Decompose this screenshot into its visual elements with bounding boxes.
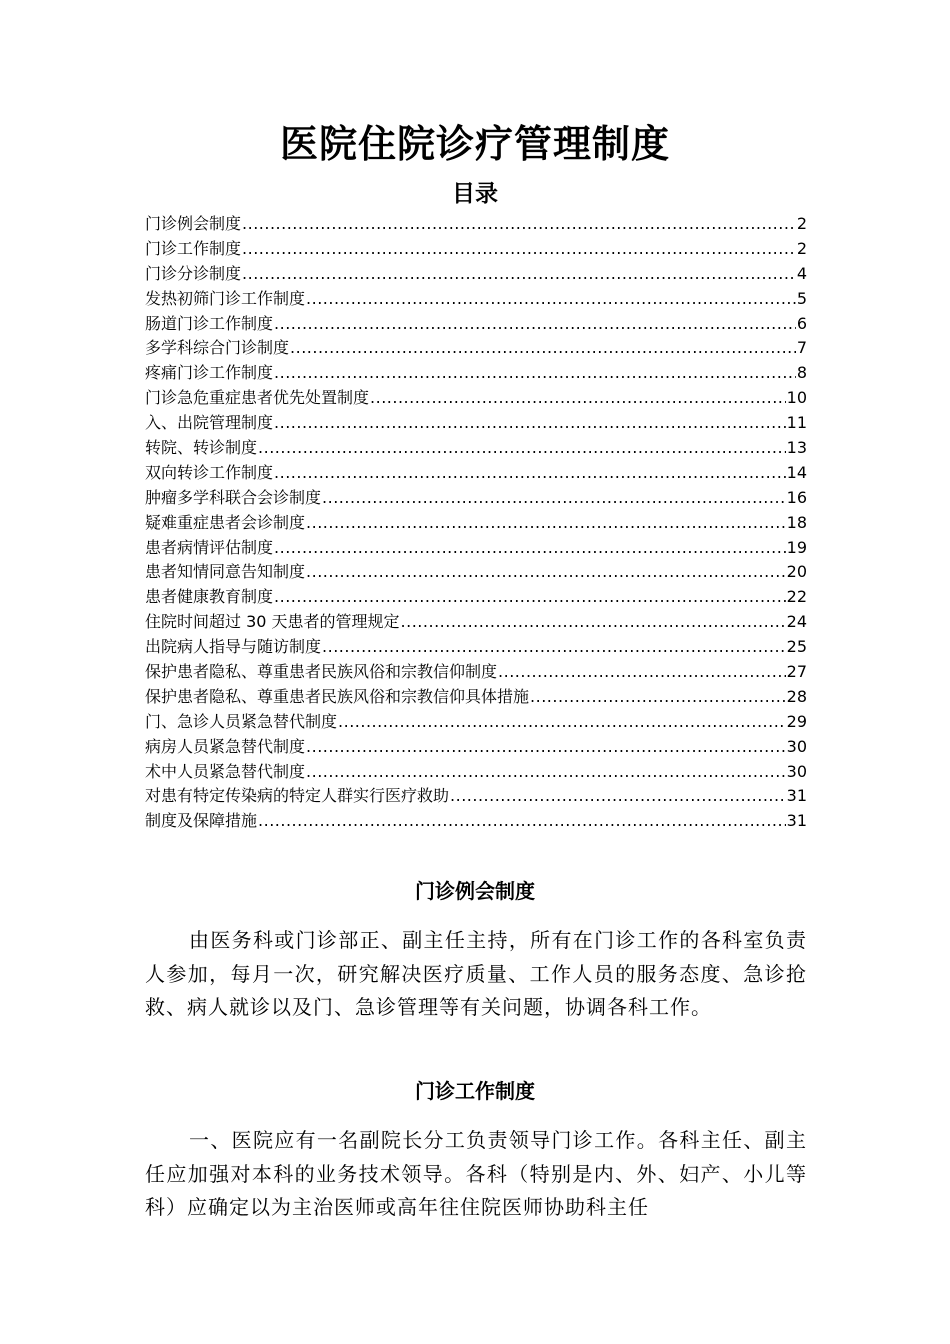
section-paragraph: 由医务科或门诊部正、副主任主持，所有在门诊工作的各科室负责人参加，每月一次，研究解决医疗质量、工作人员的服务态度、急诊抢救、病人就诊以及门、急诊管理等有关问题，协调各科工作。 [145, 928, 807, 1019]
toc-entry-page: 22 [786, 587, 807, 607]
toc-entry-label: 患者健康教育制度 [145, 587, 274, 607]
toc-entry-page: 7 [796, 338, 807, 358]
toc-entry-page: 2 [796, 238, 807, 258]
toc-entry[interactable] [145, 461, 807, 486]
toc-entry-label: 肿瘤多学科联合会诊制度 [145, 487, 322, 507]
toc-entry[interactable] [145, 635, 807, 660]
toc-dot-leader [370, 386, 786, 411]
toc-entry-label: 制度及保障措施 [145, 811, 258, 831]
toc-dot-leader [274, 536, 786, 561]
toc-entry-page: 5 [796, 288, 807, 308]
toc-entry[interactable] [145, 386, 807, 411]
toc-entry-label: 术中人员紧急替代制度 [145, 761, 306, 781]
toc-entry-page: 8 [796, 363, 807, 383]
toc-entry-label: 转院、转诊制度 [145, 438, 258, 458]
toc-dot-leader [274, 361, 796, 386]
toc-dot-leader [450, 784, 786, 809]
toc-entry[interactable] [145, 735, 807, 760]
toc-entry-page: 31 [786, 811, 807, 831]
section-paragraph: 一、医院应有一名副院长分工负责领导门诊工作。各科主任、副主任应加强对本科的业务技术领导。各科（特别是内、外、妇产、小儿等科）应确定以为主治医师或高年往住院医师协助科主任 [145, 1128, 807, 1219]
toc-entry-label: 多学科综合门诊制度 [145, 338, 290, 358]
toc-entry[interactable] [145, 361, 807, 386]
toc-entry-page: 28 [786, 686, 807, 706]
toc-entry[interactable] [145, 511, 807, 536]
toc-heading: 目录 [452, 181, 498, 207]
toc-dot-leader [274, 461, 786, 486]
toc-dot-leader [322, 635, 786, 660]
toc-entry-label: 入、出院管理制度 [145, 413, 274, 433]
toc-entry-label: 疼痛门诊工作制度 [145, 363, 274, 383]
toc-entry[interactable] [145, 486, 807, 511]
toc-entry[interactable] [145, 262, 807, 287]
toc-entry-label: 门诊急危重症患者优先处置制度 [145, 388, 370, 408]
toc-entry-page: 30 [786, 761, 807, 781]
toc-entry-page: 18 [786, 512, 807, 532]
toc-entry[interactable] [145, 336, 807, 361]
toc-entry-page: 29 [786, 711, 807, 731]
document-title: 医院住院诊疗管理制度 [279, 122, 670, 166]
toc-entry-label: 住院时间超过 30 天患者的管理规定 [145, 612, 400, 632]
toc-entry[interactable] [145, 436, 807, 461]
toc-dot-leader [258, 809, 786, 834]
toc-entry-page: 16 [786, 487, 807, 507]
toc-dot-leader [498, 660, 786, 685]
toc-entry-label: 双向转诊工作制度 [145, 462, 274, 482]
toc-entry-page: 14 [786, 462, 807, 482]
toc-entry[interactable] [145, 237, 807, 262]
toc-entry[interactable] [145, 287, 807, 312]
toc-entry[interactable] [145, 585, 807, 610]
toc-dot-leader [274, 411, 786, 436]
toc-entry-label: 出院病人指导与随访制度 [145, 637, 322, 657]
toc-dot-leader [306, 735, 786, 760]
toc-entry-label: 患者知情同意告知制度 [145, 562, 306, 582]
toc-dot-leader [401, 610, 786, 635]
toc-entry-label: 门诊工作制度 [145, 238, 242, 258]
toc-entry-label: 发热初筛门诊工作制度 [145, 288, 306, 308]
toc-entry-page: 30 [786, 736, 807, 756]
toc-entry[interactable] [145, 660, 807, 685]
toc-entry-label: 门诊分诊制度 [145, 263, 242, 283]
table-of-contents [145, 212, 807, 834]
toc-dot-leader [258, 436, 786, 461]
toc-entry[interactable] [145, 536, 807, 561]
toc-dot-leader [242, 237, 796, 262]
toc-entry-label: 病房人员紧急替代制度 [145, 736, 306, 756]
toc-entry-label: 门、急诊人员紧急替代制度 [145, 711, 338, 731]
toc-entry-page: 24 [786, 612, 807, 632]
toc-dot-leader [338, 710, 786, 735]
toc-entry-page: 27 [786, 662, 807, 682]
toc-entry[interactable] [145, 784, 807, 809]
toc-entry-page: 19 [786, 537, 807, 557]
section-title: 门诊例会制度 [415, 879, 535, 903]
toc-entry[interactable] [145, 212, 807, 237]
toc-entry-label: 保护患者隐私、尊重患者民族风俗和宗教信仰具体措施 [145, 686, 530, 706]
toc-entry-label: 患者病情评估制度 [145, 537, 274, 557]
toc-entry[interactable] [145, 610, 807, 635]
toc-entry-page: 25 [786, 637, 807, 657]
toc-entry[interactable] [145, 312, 807, 337]
toc-dot-leader [242, 212, 796, 237]
toc-entry-label: 肠道门诊工作制度 [145, 313, 274, 333]
toc-entry[interactable] [145, 809, 807, 834]
toc-dot-leader [322, 486, 786, 511]
toc-entry[interactable] [145, 560, 807, 585]
toc-entry-page: 4 [796, 263, 807, 283]
toc-entry-page: 13 [786, 438, 807, 458]
toc-dot-leader [242, 262, 796, 287]
toc-entry[interactable] [145, 685, 807, 710]
toc-entry-page: 2 [796, 214, 807, 233]
toc-entry[interactable] [145, 710, 807, 735]
toc-dot-leader [290, 336, 796, 361]
toc-entry[interactable] [145, 411, 807, 436]
toc-entry[interactable] [145, 760, 807, 785]
toc-entry-page: 10 [786, 388, 807, 408]
toc-entry-page: 6 [796, 313, 807, 333]
toc-entry-page: 11 [786, 413, 807, 433]
toc-dot-leader [306, 560, 786, 585]
toc-dot-leader [530, 685, 786, 710]
section-title: 门诊工作制度 [415, 1079, 535, 1103]
toc-entry-label: 门诊例会制度 [145, 214, 242, 233]
toc-dot-leader [306, 287, 796, 312]
toc-entry-label: 对患有特定传染病的特定人群实行医疗救助 [145, 786, 450, 806]
toc-entry-page: 20 [786, 562, 807, 582]
toc-dot-leader [306, 511, 786, 536]
toc-entry-label: 疑难重症患者会诊制度 [145, 512, 306, 532]
toc-entry-label: 保护患者隐私、尊重患者民族风俗和宗教信仰制度 [145, 662, 498, 682]
toc-dot-leader [274, 585, 786, 610]
toc-entry-page: 31 [786, 786, 807, 806]
toc-dot-leader [306, 760, 786, 785]
toc-dot-leader [274, 312, 796, 337]
